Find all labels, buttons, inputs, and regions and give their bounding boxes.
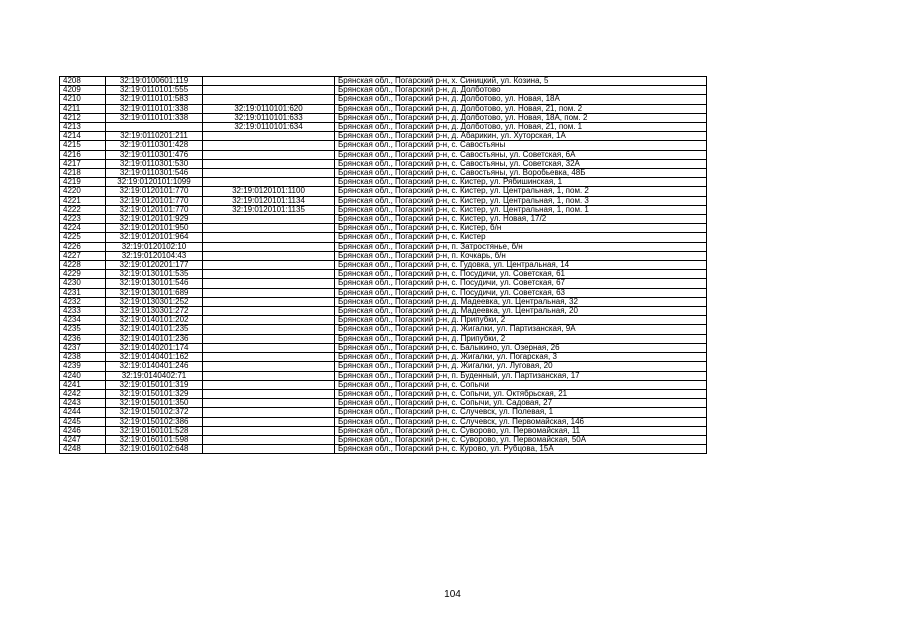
address-cell: Брянская обл., Погарский р-н, д. Долботово, ул. Новая, 21, пом. 1 bbox=[335, 123, 707, 132]
cadastral-number-cell: 32:19:0130301:252 bbox=[106, 297, 203, 306]
address-cell: Брянская обл., Погарский р-н, с. Кистер, ул. Центральная, 1, пом. 1 bbox=[335, 205, 707, 214]
parent-cadastral-number-cell bbox=[203, 141, 335, 150]
address-cell: Брянская обл., Погарский р-н, с. Курово, ул. Рубцова, 15А bbox=[335, 445, 707, 454]
cadastral-number-cell: 32:19:0150102:372 bbox=[106, 408, 203, 417]
parent-cadastral-number-cell bbox=[203, 77, 335, 86]
parent-cadastral-number-cell bbox=[203, 150, 335, 159]
cadastral-number-cell: 32:19:0110101:338 bbox=[106, 113, 203, 122]
cadastral-number-cell: 32:19:0100601:119 bbox=[106, 77, 203, 86]
row-number-cell: 4218 bbox=[60, 169, 106, 178]
row-number-cell: 4237 bbox=[60, 343, 106, 352]
table-row bbox=[60, 316, 707, 325]
cadastral-number-cell: 32:19:0120101:770 bbox=[106, 196, 203, 205]
cadastral-number-cell: 32:19:0110301:530 bbox=[106, 159, 203, 168]
table-row bbox=[60, 325, 707, 334]
row-number-cell: 4229 bbox=[60, 270, 106, 279]
cadastral-number-cell: 32:19:0120101:1099 bbox=[106, 178, 203, 187]
row-number-cell: 4231 bbox=[60, 288, 106, 297]
address-cell: Брянская обл., Погарский р-н, с. Савостьяны, ул. Советская, 32А bbox=[335, 159, 707, 168]
address-cell: Брянская обл., Погарский р-н, д. Жигалки, ул. Луговая, 20 bbox=[335, 362, 707, 371]
parent-cadastral-number-cell bbox=[203, 380, 335, 389]
table-row bbox=[60, 132, 707, 141]
address-cell: Брянская обл., Погарский р-н, п. Буденный, ул. Партизанская, 17 bbox=[335, 371, 707, 380]
cadastral-number-cell: 32:19:0110201:211 bbox=[106, 132, 203, 141]
cadastral-number-cell: 32:19:0110301:546 bbox=[106, 169, 203, 178]
parent-cadastral-number-cell bbox=[203, 270, 335, 279]
row-number-cell: 4213 bbox=[60, 123, 106, 132]
parent-cadastral-number-cell bbox=[203, 353, 335, 362]
parent-cadastral-number-cell bbox=[203, 251, 335, 260]
parent-cadastral-number-cell bbox=[203, 417, 335, 426]
table-row bbox=[60, 95, 707, 104]
row-number-cell: 4224 bbox=[60, 224, 106, 233]
row-number-cell: 4247 bbox=[60, 435, 106, 444]
cadastral-number-cell: 32:19:0110301:476 bbox=[106, 150, 203, 159]
table-row bbox=[60, 343, 707, 352]
parent-cadastral-number-cell bbox=[203, 233, 335, 242]
table-row bbox=[60, 178, 707, 187]
parent-cadastral-number-cell: 32:19:0120101:1100 bbox=[203, 187, 335, 196]
parent-cadastral-number-cell bbox=[203, 307, 335, 316]
address-cell: Брянская обл., Погарский р-н, с. Посудичи, ул. Советская, 67 bbox=[335, 279, 707, 288]
cadastral-number-cell: 32:19:0150102:386 bbox=[106, 417, 203, 426]
parent-cadastral-number-cell bbox=[203, 334, 335, 343]
address-cell: Брянская обл., Погарский р-н, д. Долботово bbox=[335, 86, 707, 95]
row-number-cell: 4222 bbox=[60, 205, 106, 214]
parent-cadastral-number-cell bbox=[203, 445, 335, 454]
parent-cadastral-number-cell bbox=[203, 297, 335, 306]
table-row bbox=[60, 353, 707, 362]
parent-cadastral-number-cell bbox=[203, 86, 335, 95]
parent-cadastral-number-cell bbox=[203, 95, 335, 104]
address-cell: Брянская обл., Погарский р-н, д. Долботово, ул. Новая, 18А, пом. 2 bbox=[335, 113, 707, 122]
address-cell: Брянская обл., Погарский р-н, д. Абарикин, ул. Хуторская, 1А bbox=[335, 132, 707, 141]
row-number-cell: 4215 bbox=[60, 141, 106, 150]
cadastral-number-cell: 32:19:0150101:319 bbox=[106, 380, 203, 389]
parent-cadastral-number-cell bbox=[203, 399, 335, 408]
address-cell: Брянская обл., Погарский р-н, п. Кочкарь, б/н bbox=[335, 251, 707, 260]
row-number-cell: 4225 bbox=[60, 233, 106, 242]
parent-cadastral-number-cell: 32:19:0110101:633 bbox=[203, 113, 335, 122]
row-number-cell: 4243 bbox=[60, 399, 106, 408]
parent-cadastral-number-cell bbox=[203, 159, 335, 168]
table-row bbox=[60, 417, 707, 426]
parent-cadastral-number-cell bbox=[203, 242, 335, 251]
parent-cadastral-number-cell bbox=[203, 325, 335, 334]
row-number-cell: 4223 bbox=[60, 215, 106, 224]
row-number-cell: 4227 bbox=[60, 251, 106, 260]
row-number-cell: 4217 bbox=[60, 159, 106, 168]
address-cell: Брянская обл., Погарский р-н, д. Припубки, 2 bbox=[335, 316, 707, 325]
row-number-cell: 4220 bbox=[60, 187, 106, 196]
row-number-cell: 4235 bbox=[60, 325, 106, 334]
table-row bbox=[60, 187, 707, 196]
address-cell: Брянская обл., Погарский р-н, п. Затростянье, б/н bbox=[335, 242, 707, 251]
table-row bbox=[60, 445, 707, 454]
table-row bbox=[60, 77, 707, 86]
address-cell: Брянская обл., Погарский р-н, с. Савостьяны, ул. Советская, 6А bbox=[335, 150, 707, 159]
table-row bbox=[60, 307, 707, 316]
address-cell: Брянская обл., Погарский р-н, с. Кистер, ул. Центральная, 1, пом. 3 bbox=[335, 196, 707, 205]
address-cell: Брянская обл., Погарский р-н, с. Кистер, ул. Рябишинская, 1 bbox=[335, 178, 707, 187]
parent-cadastral-number-cell bbox=[203, 261, 335, 270]
row-number-cell: 4244 bbox=[60, 408, 106, 417]
row-number-cell: 4240 bbox=[60, 371, 106, 380]
cadastral-number-cell: 32:19:0120102:10 bbox=[106, 242, 203, 251]
parent-cadastral-number-cell bbox=[203, 435, 335, 444]
table-row bbox=[60, 380, 707, 389]
table-row bbox=[60, 104, 707, 113]
cadastral-number-cell: 32:19:0140401:246 bbox=[106, 362, 203, 371]
parent-cadastral-number-cell: 32:19:0110101:634 bbox=[203, 123, 335, 132]
row-number-cell: 4216 bbox=[60, 150, 106, 159]
row-number-cell: 4232 bbox=[60, 297, 106, 306]
table-row bbox=[60, 196, 707, 205]
page-number: 104 bbox=[444, 589, 461, 600]
address-cell: Брянская обл., Погарский р-н, с. Сопычи bbox=[335, 380, 707, 389]
address-cell: Брянская обл., Погарский р-н, с. Сопычи, ул. Октябрьская, 21 bbox=[335, 389, 707, 398]
table-row bbox=[60, 261, 707, 270]
cadastral-number-cell: 32:19:0130101:546 bbox=[106, 279, 203, 288]
table-row bbox=[60, 150, 707, 159]
parent-cadastral-number-cell bbox=[203, 279, 335, 288]
table-row bbox=[60, 371, 707, 380]
cadastral-number-cell: 32:19:0140101:236 bbox=[106, 334, 203, 343]
cadastral-number-cell: 32:19:0120101:770 bbox=[106, 187, 203, 196]
address-cell: Брянская обл., Погарский р-н, с. Кистер, ул. Центральная, 1, пом. 2 bbox=[335, 187, 707, 196]
row-number-cell: 4236 bbox=[60, 334, 106, 343]
parent-cadastral-number-cell bbox=[203, 316, 335, 325]
parent-cadastral-number-cell bbox=[203, 288, 335, 297]
parent-cadastral-number-cell bbox=[203, 343, 335, 352]
table-row bbox=[60, 169, 707, 178]
cadastral-number-cell: 32:19:0160101:598 bbox=[106, 435, 203, 444]
address-cell: Брянская обл., Погарский р-н, с. Кистер, ул. Новая, 17/2 bbox=[335, 215, 707, 224]
parent-cadastral-number-cell bbox=[203, 426, 335, 435]
row-number-cell: 4245 bbox=[60, 417, 106, 426]
address-cell: Брянская обл., Погарский р-н, с. Балыкино, ул. Озерная, 26 bbox=[335, 343, 707, 352]
address-cell: Брянская обл., Погарский р-н, с. Посудичи, ул. Советская, 63 bbox=[335, 288, 707, 297]
parent-cadastral-number-cell: 32:19:0120101:1135 bbox=[203, 205, 335, 214]
row-number-cell: 4239 bbox=[60, 362, 106, 371]
cadastral-number-cell: 32:19:0130101:535 bbox=[106, 270, 203, 279]
cadastral-number-cell: 32:19:0150101:329 bbox=[106, 389, 203, 398]
address-cell: Брянская обл., Погарский р-н, с. Кистер bbox=[335, 233, 707, 242]
row-number-cell: 4242 bbox=[60, 389, 106, 398]
table-row bbox=[60, 334, 707, 343]
cadastral-number-cell: 32:19:0140401:162 bbox=[106, 353, 203, 362]
table-row bbox=[60, 251, 707, 260]
row-number-cell: 4212 bbox=[60, 113, 106, 122]
cadastral-number-cell: 32:19:0130101:689 bbox=[106, 288, 203, 297]
table-row bbox=[60, 242, 707, 251]
register-table-body bbox=[60, 77, 707, 454]
address-cell: Брянская обл., Погарский р-н, с. Случевск, ул. Полевая, 1 bbox=[335, 408, 707, 417]
table-row bbox=[60, 408, 707, 417]
cadastral-number-cell: 32:19:0120101:950 bbox=[106, 224, 203, 233]
address-cell: Брянская обл., Погарский р-н, д. Долботово, ул. Новая, 18А bbox=[335, 95, 707, 104]
address-cell: Брянская обл., Погарский р-н, д. Мадеевка, ул. Центральная, 32 bbox=[335, 297, 707, 306]
parent-cadastral-number-cell bbox=[203, 132, 335, 141]
cadastral-number-cell: 32:19:0120101:929 bbox=[106, 215, 203, 224]
cadastral-number-cell: 32:19:0130301:272 bbox=[106, 307, 203, 316]
cadastral-number-cell bbox=[106, 123, 203, 132]
cadastral-number-cell: 32:19:0140101:235 bbox=[106, 325, 203, 334]
address-cell: Брянская обл., Погарский р-н, д. Долботово, ул. Новая, 21, пом. 2 bbox=[335, 104, 707, 113]
table-row bbox=[60, 123, 707, 132]
address-cell: Брянская обл., Погарский р-н, д. Жигалки, ул. Партизанская, 9А bbox=[335, 325, 707, 334]
parent-cadastral-number-cell bbox=[203, 169, 335, 178]
cadastral-number-cell: 32:19:0110101:338 bbox=[106, 104, 203, 113]
address-cell: Брянская обл., Погарский р-н, д. Мадеевка, ул. Центральная, 20 bbox=[335, 307, 707, 316]
parent-cadastral-number-cell bbox=[203, 408, 335, 417]
row-number-cell: 4228 bbox=[60, 261, 106, 270]
row-number-cell: 4219 bbox=[60, 178, 106, 187]
table-row bbox=[60, 224, 707, 233]
cadastral-number-cell: 32:19:0140101:202 bbox=[106, 316, 203, 325]
address-cell: Брянская обл., Погарский р-н, с. Гудовка, ул. Центральная, 14 bbox=[335, 261, 707, 270]
row-number-cell: 4210 bbox=[60, 95, 106, 104]
cadastral-number-cell: 32:19:0140201:174 bbox=[106, 343, 203, 352]
cadastral-number-cell: 32:19:0110301:428 bbox=[106, 141, 203, 150]
row-number-cell: 4208 bbox=[60, 77, 106, 86]
cadastral-number-cell: 32:19:0120201:177 bbox=[106, 261, 203, 270]
table-row bbox=[60, 113, 707, 122]
address-cell: Брянская обл., Погарский р-н, с. Посудичи, ул. Советская, 61 bbox=[335, 270, 707, 279]
parent-cadastral-number-cell: 32:19:0110101:620 bbox=[203, 104, 335, 113]
table-row bbox=[60, 389, 707, 398]
property-register-table bbox=[59, 76, 707, 454]
parent-cadastral-number-cell bbox=[203, 371, 335, 380]
parent-cadastral-number-cell bbox=[203, 215, 335, 224]
table-row bbox=[60, 426, 707, 435]
address-cell: Брянская обл., Погарский р-н, с. Савостьяны bbox=[335, 141, 707, 150]
table-row bbox=[60, 86, 707, 95]
row-number-cell: 4221 bbox=[60, 196, 106, 205]
address-cell: Брянская обл., Погарский р-н, с. Кистер, б/н bbox=[335, 224, 707, 233]
cadastral-number-cell: 32:19:0110101:555 bbox=[106, 86, 203, 95]
row-number-cell: 4246 bbox=[60, 426, 106, 435]
parent-cadastral-number-cell: 32:19:0120101:1134 bbox=[203, 196, 335, 205]
row-number-cell: 4211 bbox=[60, 104, 106, 113]
address-cell: Брянская обл., Погарский р-н, с. Случевск, ул. Первомайская, 146 bbox=[335, 417, 707, 426]
parent-cadastral-number-cell bbox=[203, 362, 335, 371]
row-number-cell: 4233 bbox=[60, 307, 106, 316]
row-number-cell: 4241 bbox=[60, 380, 106, 389]
table-row bbox=[60, 270, 707, 279]
table-row bbox=[60, 141, 707, 150]
row-number-cell: 4230 bbox=[60, 279, 106, 288]
cadastral-number-cell: 32:19:0140402:71 bbox=[106, 371, 203, 380]
cadastral-number-cell: 32:19:0150101:350 bbox=[106, 399, 203, 408]
address-cell: Брянская обл., Погарский р-н, с. Суворово, ул. Первомайская, 11 bbox=[335, 426, 707, 435]
table-row bbox=[60, 362, 707, 371]
cadastral-number-cell: 32:19:0120101:964 bbox=[106, 233, 203, 242]
table-row bbox=[60, 215, 707, 224]
address-cell: Брянская обл., Погарский р-н, х. Синицкий, ул. Козина, 5 bbox=[335, 77, 707, 86]
parent-cadastral-number-cell bbox=[203, 178, 335, 187]
row-number-cell: 4238 bbox=[60, 353, 106, 362]
cadastral-number-cell: 32:19:0110101:583 bbox=[106, 95, 203, 104]
cadastral-number-cell: 32:19:0120104:43 bbox=[106, 251, 203, 260]
address-cell: Брянская обл., Погарский р-н, с. Савостьяны, ул. Воробьевка, 48Б bbox=[335, 169, 707, 178]
row-number-cell: 4214 bbox=[60, 132, 106, 141]
address-cell: Брянская обл., Погарский р-н, д. Припубки, 2 bbox=[335, 334, 707, 343]
cadastral-number-cell: 32:19:0120101:770 bbox=[106, 205, 203, 214]
table-row bbox=[60, 205, 707, 214]
row-number-cell: 4234 bbox=[60, 316, 106, 325]
row-number-cell: 4209 bbox=[60, 86, 106, 95]
row-number-cell: 4226 bbox=[60, 242, 106, 251]
address-cell: Брянская обл., Погарский р-н, с. Сопычи, ул. Садовая, 27 bbox=[335, 399, 707, 408]
parent-cadastral-number-cell bbox=[203, 389, 335, 398]
table-row bbox=[60, 399, 707, 408]
table-row bbox=[60, 435, 707, 444]
table-row bbox=[60, 159, 707, 168]
address-cell: Брянская обл., Погарский р-н, д. Жигалки, ул. Погарская, 3 bbox=[335, 353, 707, 362]
table-row bbox=[60, 279, 707, 288]
address-cell: Брянская обл., Погарский р-н, с. Суворово, ул. Первомайская, 50А bbox=[335, 435, 707, 444]
table-row bbox=[60, 288, 707, 297]
table-row bbox=[60, 233, 707, 242]
row-number-cell: 4248 bbox=[60, 445, 106, 454]
cadastral-number-cell: 32:19:0160101:528 bbox=[106, 426, 203, 435]
cadastral-number-cell: 32:19:0160102:648 bbox=[106, 445, 203, 454]
table-row bbox=[60, 297, 707, 306]
parent-cadastral-number-cell bbox=[203, 224, 335, 233]
